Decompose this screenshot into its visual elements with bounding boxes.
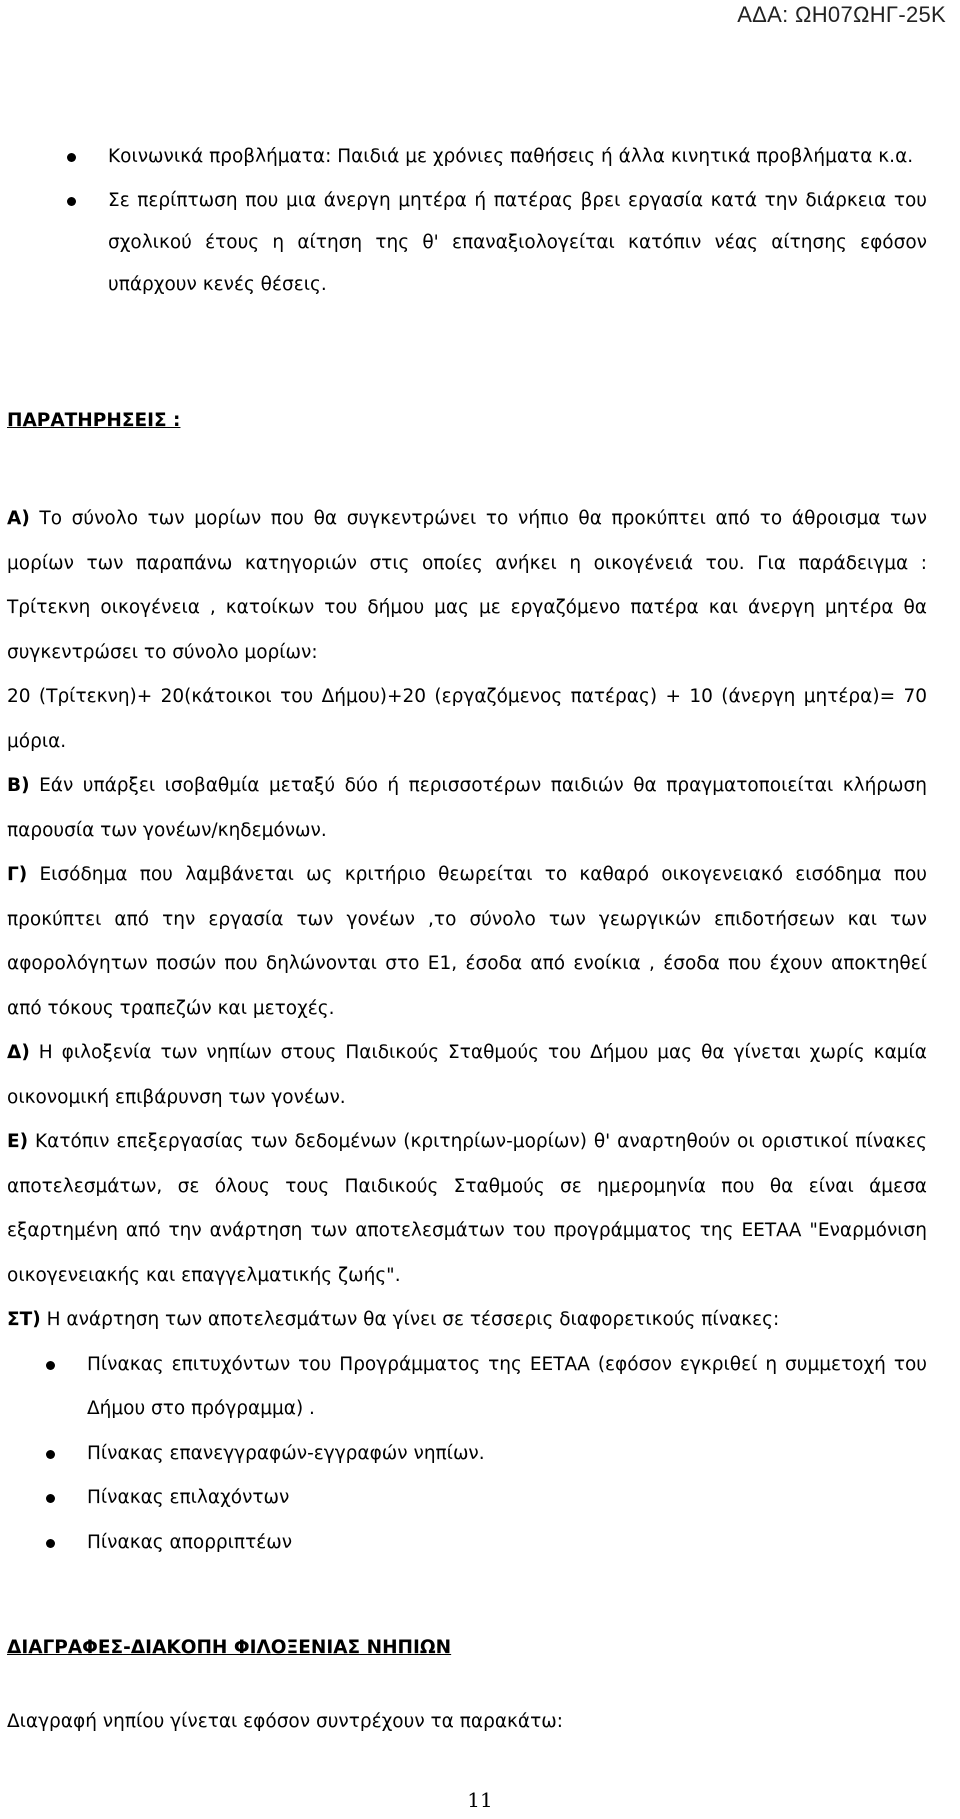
bullet-icon [67, 153, 76, 162]
remark-b [7, 764, 927, 853]
remark-a [7, 497, 927, 675]
results-tables-list [7, 1343, 927, 1566]
remark-a-label: Α) [7, 508, 30, 529]
remarks-body [7, 497, 927, 1565]
list-item [7, 1476, 927, 1521]
bullet-icon [67, 197, 76, 206]
table-list-text: Πίνακας επιτυχόντων του Προγράμματος της ΕΕΤΑΑ (εφόσον εγκριθεί η συμμετοχή του Δήμου στο πρόγραμμα) . [87, 1353, 927, 1419]
remarks-heading: ΠΑΡΑΤΗΡΗΣΕΙΣ : [7, 410, 181, 431]
deletions-heading: ΔΙΑΓΡΑΦΕΣ-ΔΙΑΚΟΠΗ ΦΙΛΟΞΕΝΙΑΣ ΝΗΠΙΩΝ [7, 1637, 452, 1658]
deletions-text: Διαγραφή νηπίου γίνεται εφόσον συντρέχουν τα παρακάτω: [7, 1711, 563, 1732]
bullet-icon [46, 1539, 55, 1548]
remark-c [7, 853, 927, 1031]
list-item [60, 136, 927, 178]
bullet-text: Κοινωνικά προβλήματα: Παιδιά με χρόνιες παθήσεις ή άλλα κινητικά προβλήματα κ.α. [108, 146, 914, 167]
list-item [7, 1432, 927, 1477]
remark-a-text: Το σύνολο των μορίων που θα συγκεντρώνει το νήπιο θα προκύπτει από το άθροισμα των μορίων των παραπάνω κατηγοριών στις οποίες ανήκει η οικογένειά του. Για παράδειγμα : Τρίτεκνη οικογένεια , κατοίκων του δήμου μας με εργαζόμενο πατέρα και άνεργη μητέρα θα συγκεντρώσει το σύνολο μορίων: [7, 508, 927, 663]
bullet-icon [46, 1450, 55, 1459]
table-list-text: Πίνακας απορριπτέων [87, 1531, 293, 1553]
remark-st-label: ΣΤ) [7, 1309, 41, 1330]
remark-e-label: Ε) [7, 1131, 29, 1152]
bullet-icon [46, 1361, 55, 1370]
top-bullet-list [60, 136, 927, 308]
remark-d-label: Δ) [7, 1042, 30, 1063]
remark-c-label: Γ) [7, 864, 28, 885]
remark-st [7, 1298, 927, 1343]
remark-d [7, 1031, 927, 1120]
list-item [7, 1343, 927, 1432]
remark-d-text: Η φιλοξενία των νηπίων στους Παιδικούς Σταθμούς του Δήμου μας θα γίνεται χωρίς καμία οικονομική επιβάρυνση των γονέων. [7, 1042, 927, 1108]
remark-b-label: Β) [7, 775, 30, 796]
table-list-text: Πίνακας επιλαχόντων [87, 1487, 290, 1508]
remark-c-text: Εισόδημα που λαμβάνεται ως κριτήριο θεωρείται το καθαρό οικογενειακό εισόδημα που προκύπτει από την εργασία των γονέων ,το σύνολο των γεωργικών επιδοτήσεων και των αφορολόγητων ποσών που δηλώνονται στο Ε1, έσοδα από ενοίκια , έσοδα που έχουν αποκτηθεί από τόκους τραπεζών και μετοχές. [7, 864, 927, 1019]
bullet-text: Σε περίπτωση που μια άνεργη μητέρα ή πατέρας βρει εργασία κατά την διάρκεια του σχολικού έτους η αίτηση της θ' επαναξιολογείται κατόπιν νέας αίτησης εφόσον υπάρχουν κενές θέσεις. [108, 190, 927, 295]
ada-code-header: ΑΔΑ: ΩΗ07ΩΗΓ-25Κ [737, 2, 946, 27]
list-item [7, 1521, 927, 1566]
remark-e-text: Κατόπιν επεξεργασίας των δεδομένων (κριτηρίων-μορίων) θ' αναρτηθούν οι οριστικοί πίνακες αποτελεσμάτων, σε όλους τους Παιδικούς Σταθμούς σε ημερομηνία που θα είναι άμεσα εξαρτημένη από την ανάρτηση των αποτελεσμάτων του προγράμματος της ΕΕΤΑΑ "Εναρμόνιση οικογενειακής και επαγγελματικής ζωής". [7, 1131, 927, 1286]
remark-e [7, 1120, 927, 1298]
remark-a-example: 20 (Τρίτεκνη)+ 20(κάτοικοι του Δήμου)+20 (εργαζόμενος πατέρας) + 10 (άνεργη μητέρα)= 70 μόρια. [7, 686, 927, 752]
page-number: 11 [467, 1788, 493, 1812]
remark-b-text: Εάν υπάρξει ισοβαθμία μεταξύ δύο ή περισσοτέρων παιδιών θα πραγματοποιείται κλήρωση παρουσία των γονέων/κηδεμόνων. [7, 775, 927, 841]
bullet-icon [46, 1494, 55, 1503]
table-list-text: Πίνακας επανεγγραφών-εγγραφών νηπίων. [87, 1442, 485, 1464]
list-item [60, 180, 927, 306]
remark-st-text: Η ανάρτηση των αποτελεσμάτων θα γίνει σε τέσσερις διαφορετικούς πίνακες: [46, 1309, 780, 1330]
